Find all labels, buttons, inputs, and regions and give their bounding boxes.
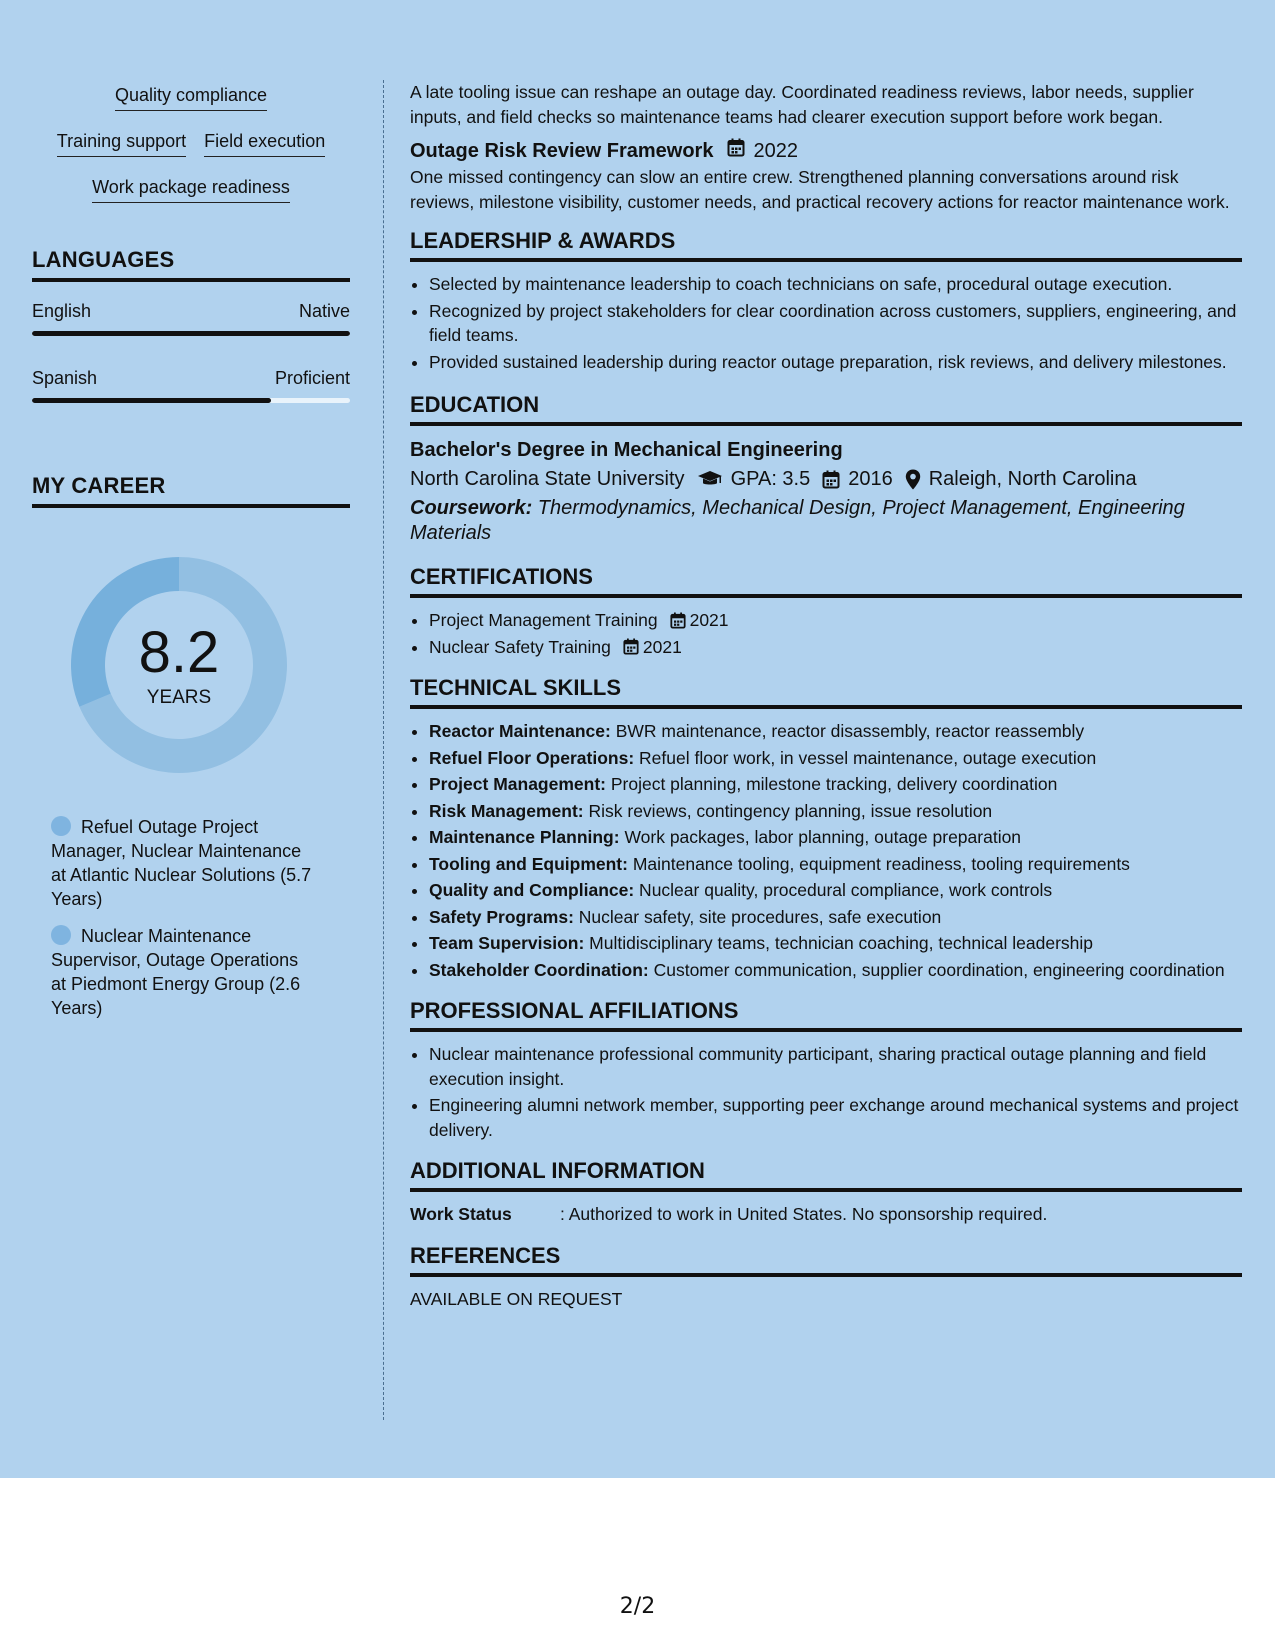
skill-chip: Training support (57, 130, 186, 157)
school-location: Raleigh, North Carolina (928, 468, 1137, 490)
technical-skills-list (410, 719, 1242, 982)
language-level: Proficient (274, 368, 350, 388)
list-item (429, 608, 1242, 633)
work-status-value: : Authorized to work in United States. No sponsorship required. (560, 1204, 1048, 1224)
list-item (429, 746, 1242, 771)
languages-heading: LANGUAGES (32, 247, 350, 282)
list-item (429, 719, 1242, 744)
career-item-text: Nuclear Maintenance Supervisor, Outage Operations at Piedmont Energy Group (2.6 Years) (51, 926, 301, 1018)
list-item (429, 825, 1242, 850)
work-status-row (410, 1202, 1242, 1227)
list-item (429, 772, 1242, 797)
list-item (429, 905, 1242, 930)
list-item (429, 958, 1242, 983)
skill-label: Safety Programs: (429, 906, 574, 927)
career-heading: MY CAREER (32, 473, 350, 508)
career-item-text: Refuel Outage Project Manager, Nuclear Maintenance at Atlantic Nuclear Solutions (5.7 Years) (51, 817, 312, 909)
certifications-heading: CERTIFICATIONS (410, 564, 1242, 598)
map-pin-icon (905, 469, 921, 490)
project-intro: A late tooling issue can reshape an outage day. Coordinated readiness reviews, labor needs, supplier inputs, and field checks so maintenance teams had clearer execution support before work began. (410, 82, 1194, 127)
career-total-years: 8.2 (138, 620, 220, 685)
left-column (32, 84, 350, 1033)
certification-year: 2021 (642, 636, 682, 657)
column-divider (383, 80, 384, 1420)
language-name: Spanish (32, 368, 98, 388)
project-title-row (410, 137, 1242, 165)
certification-name: • Project Management Training (429, 610, 658, 630)
language-item (32, 367, 350, 403)
list-item (429, 799, 1242, 824)
certification-year: 2021 (689, 610, 729, 630)
project-year: 2022 (753, 140, 798, 162)
skill-text: Work packages, labor planning, outage preparation (619, 827, 1022, 847)
list-item: • Nuclear maintenance professional community participant, sharing practical outage planning and field execution insight. (429, 1042, 1242, 1091)
coursework-text: Thermodynamics, Mechanical Design, Project Management, Engineering Materials (410, 497, 1185, 544)
list-item (429, 878, 1242, 903)
references-heading: REFERENCES (410, 1243, 1242, 1277)
language-item (32, 300, 350, 336)
graduation-year: 2016 (848, 468, 893, 490)
technical-skills-heading: TECHNICAL SKILLS (410, 675, 1242, 709)
affiliations-list (410, 1042, 1242, 1142)
skill-text: Nuclear quality, procedural compliance, work controls (634, 880, 1053, 900)
skill-label: Maintenance Planning: (429, 827, 620, 847)
gpa: GPA: 3.5 (730, 468, 811, 490)
skill-chip: Field execution (204, 130, 325, 157)
language-level: Native (298, 301, 350, 321)
skill-chip: Quality compliance (115, 84, 267, 111)
project-title: Outage Risk Review Framework (410, 140, 714, 162)
calendar-icon (727, 137, 745, 165)
skill-label: Risk Management: (429, 800, 584, 821)
coursework (410, 496, 1242, 546)
graduation-cap-icon (697, 470, 723, 488)
career-years-unit: YEARS (146, 687, 212, 708)
education-meta (410, 464, 1242, 494)
leadership-heading: LEADERSHIP & AWARDS (410, 228, 1242, 262)
right-column (410, 80, 1242, 1311)
career-item (51, 815, 314, 911)
page-number: 2/2 (619, 1594, 656, 1619)
list-item (429, 931, 1242, 956)
leadership-list (410, 272, 1242, 374)
language-proficiency-bar (32, 398, 350, 403)
skill-text: Multidisciplinary teams, technician coaching, technical leadership (584, 933, 1094, 953)
skill-text: Customer communication, supplier coordination, engineering coordination (648, 959, 1225, 980)
languages-list (32, 300, 350, 403)
list-item: • Provided sustained leadership during reactor outage preparation, risk reviews, and delivery milestones. (429, 350, 1242, 375)
legend-dot (51, 816, 71, 836)
skill-text: Maintenance tooling, equipment readiness, tooling requirements (627, 853, 1130, 874)
language-proficiency-bar (32, 331, 350, 336)
skill-text: Risk reviews, contingency planning, issue resolution (583, 800, 993, 821)
skill-label: Tooling and Equipment: (429, 853, 628, 874)
degree-title: Bachelor's Degree in Mechanical Engineering (410, 439, 843, 461)
language-name: English (32, 301, 92, 321)
additional-info-heading: ADDITIONAL INFORMATION (410, 1158, 1242, 1192)
language-proficiency-fill (32, 331, 350, 336)
education-heading: EDUCATION (410, 392, 1242, 426)
certification-name: • Nuclear Safety Training (429, 636, 611, 657)
career-item (51, 924, 314, 1020)
calendar-icon (623, 638, 639, 655)
skill-label: Refuel Floor Operations: (429, 747, 635, 768)
work-status-label: Work Status (410, 1204, 512, 1224)
skill-label: Quality and Compliance: (429, 880, 635, 900)
career-list (32, 815, 314, 1020)
skill-label: Team Supervision: (429, 933, 585, 953)
list-item: • Recognized by project stakeholders for clear coordination across customers, suppliers, engineering, and field teams. (429, 299, 1242, 348)
skill-label: Reactor Maintenance: (429, 721, 611, 741)
calendar-icon (822, 470, 840, 489)
skill-text: Refuel floor work, in vessel maintenance, outage execution (634, 747, 1097, 768)
certifications-list (410, 608, 1242, 659)
skill-label: Project Management: (429, 774, 606, 794)
language-proficiency-fill (32, 398, 271, 403)
skill-text: Project planning, milestone tracking, delivery coordination (605, 774, 1058, 794)
affiliations-heading: PROFESSIONAL AFFILIATIONS (410, 998, 1242, 1032)
list-item (429, 852, 1242, 877)
list-item (429, 635, 1242, 660)
list-item: • Engineering alumni network member, supporting peer exchange around mechanical systems and project delivery. (429, 1093, 1242, 1142)
calendar-icon (670, 612, 686, 629)
skill-text: Nuclear safety, site procedures, safe execution (573, 906, 942, 927)
school-name: North Carolina State University (410, 468, 685, 490)
references-text: AVAILABLE ON REQUEST (410, 1288, 623, 1309)
project-description: One missed contingency can slow an entire crew. Strengthened planning conversations around risk reviews, milestone visibility, customer needs, and practical recovery actions for reactor maintenance work. (410, 167, 1230, 212)
coursework-label: Coursework: (410, 497, 533, 519)
skill-text: BWR maintenance, reactor disassembly, reactor reassembly (610, 721, 1085, 741)
skill-label: Stakeholder Coordination: (429, 959, 649, 980)
legend-dot (51, 925, 71, 945)
skill-chip: Work package readiness (92, 176, 290, 203)
career-donut-chart (65, 551, 293, 779)
list-item: • Selected by maintenance leadership to coach technicians on safe, procedural outage execution. (429, 272, 1242, 297)
skill-chips (32, 84, 350, 203)
